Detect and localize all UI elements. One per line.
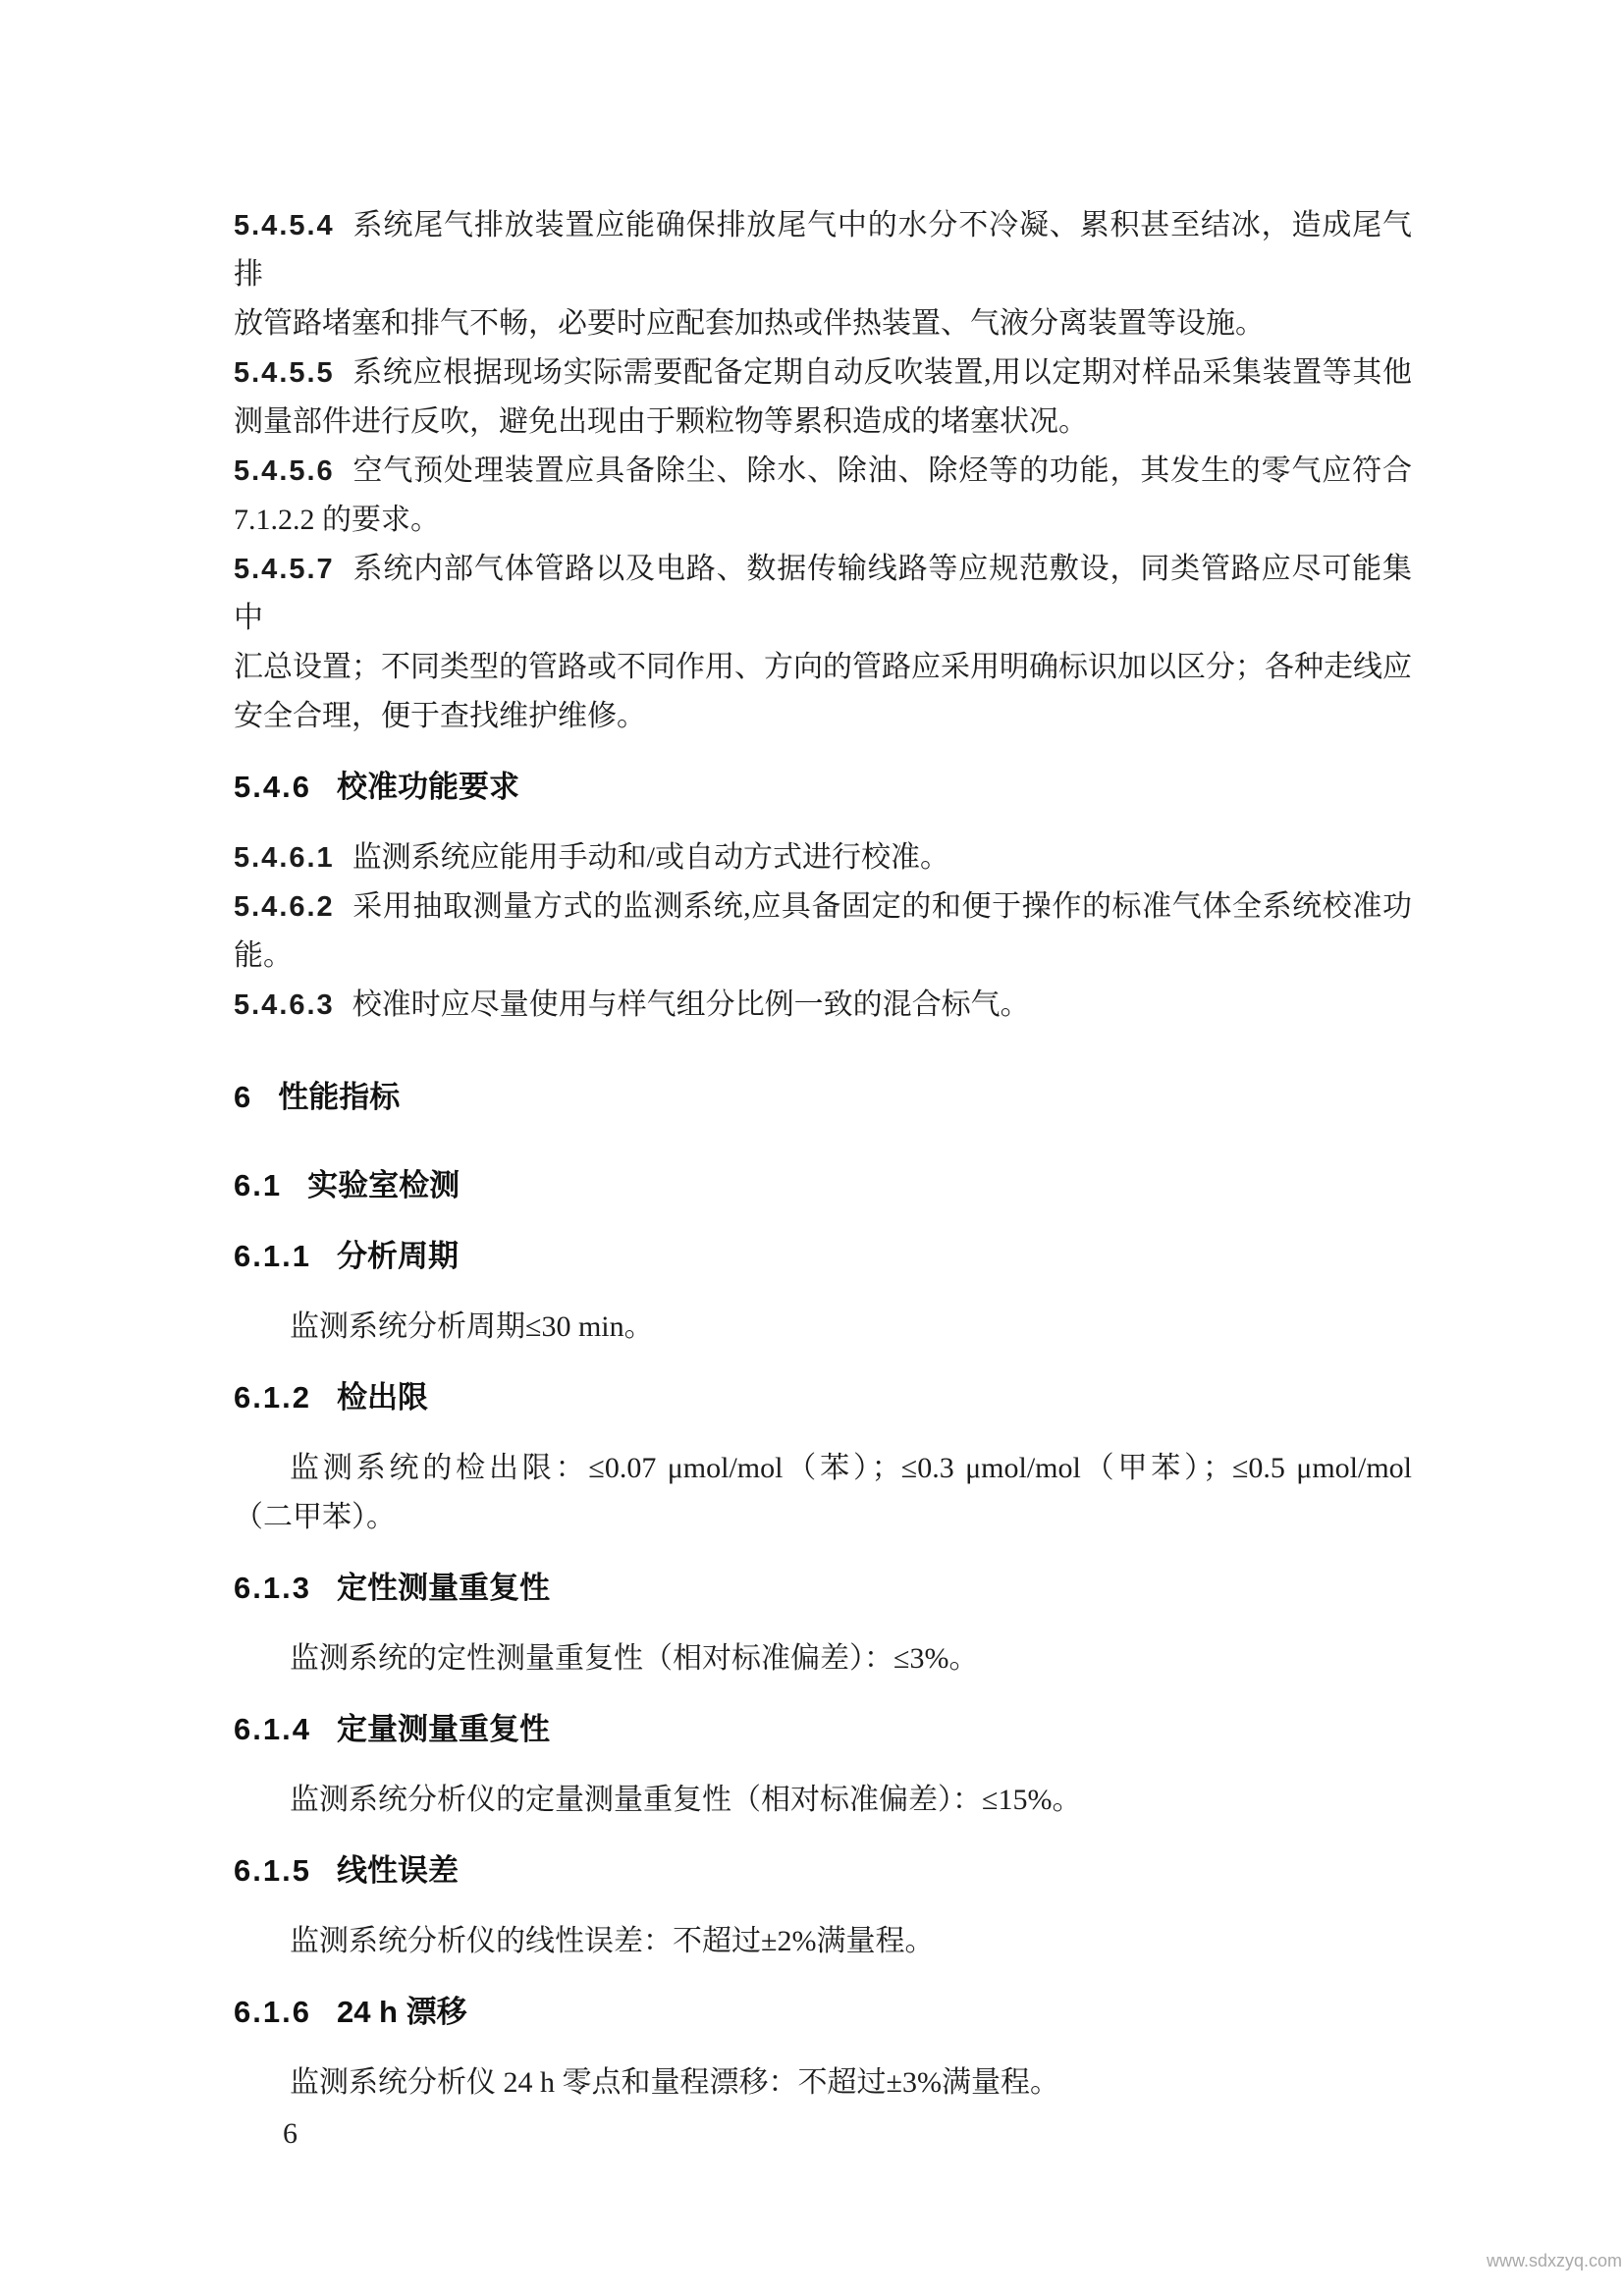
body-paragraph <box>234 1634 1412 1683</box>
body-paragraph <box>234 1917 1412 1966</box>
clause-paragraph-5455 <box>234 348 1412 447</box>
clause-number: 5.4.6.2 <box>234 891 335 923</box>
heading-text: 定量测量重复性 <box>336 1712 550 1746</box>
body-line: 监测系统的定性测量重复性（相对标准偏差）：≤3%。 <box>290 1642 979 1675</box>
body-line: 监测系统分析仪的定量测量重复性（相对标准偏差）：≤15%。 <box>290 1784 1082 1816</box>
section-heading-611 <box>234 1232 1412 1281</box>
clause-line <box>234 833 1412 882</box>
heading-number: 5.4.6 <box>234 770 311 804</box>
page-number: 6 <box>283 2117 298 2150</box>
body-paragraph <box>234 1776 1412 1825</box>
clause-text: 监测系统应能用手动和/或自动方式进行校准。 <box>352 841 950 874</box>
heading-text: 校准功能要求 <box>336 770 519 804</box>
clause-text: 采用抽取测量方式的监测系统,应具备固定的和便于操作的标准气体全系统校准功 <box>352 890 1412 923</box>
clause-text: 校准时应尽量使用与样气组分比例一致的混合标气。 <box>352 988 1030 1021</box>
heading-text: 性能指标 <box>278 1080 401 1114</box>
heading-number: 6.1.4 <box>234 1712 311 1746</box>
clause-paragraph-5457 <box>234 545 1412 741</box>
clause-paragraph-5462 <box>234 882 1412 981</box>
body-line: （二甲苯）。 <box>234 1501 396 1533</box>
clause-paragraph-5461 <box>234 833 1412 882</box>
clause-number: 5.4.5.7 <box>234 554 335 585</box>
section-heading-616 <box>234 1988 1412 2037</box>
section-heading-613 <box>234 1564 1412 1613</box>
clause-line <box>234 348 1412 398</box>
body-line: 监测系统分析仪的线性误差：不超过±2%满量程。 <box>290 1925 935 1957</box>
clause-line: 能。 <box>234 939 293 972</box>
clause-number: 5.4.6.1 <box>234 842 335 874</box>
clause-line: 7.1.2.2 的要求。 <box>234 504 440 536</box>
clause-text: 系统内部气体管路以及电路、数据传输线路等应规范敷设，同类管路应尽可能集中 <box>234 553 1412 634</box>
clause-number: 5.4.5.4 <box>234 210 335 241</box>
watermark-text: www.sdxzyq.com <box>1487 2251 1623 2270</box>
heading-text: 线性误差 <box>336 1853 459 1888</box>
page-body-text <box>234 201 1412 2108</box>
clause-text: 空气预处理装置应具备除尘、除水、除油、除烃等的功能，其发生的零气应符合 <box>352 454 1412 487</box>
clause-text: 系统应根据现场实际需要配备定期自动反吹装置,用以定期对样品采集装置等其他 <box>352 356 1412 389</box>
clause-number: 5.4.5.5 <box>234 357 335 389</box>
section-heading-612 <box>234 1373 1412 1422</box>
section-heading-61 <box>234 1161 1412 1210</box>
section-heading-6 <box>234 1073 1412 1122</box>
heading-text: 24 h 漂移 <box>336 1995 467 2029</box>
section-heading-614 <box>234 1705 1412 1754</box>
section-heading-615 <box>234 1846 1412 1896</box>
heading-text: 定性测量重复性 <box>336 1571 550 1605</box>
clause-line: 放管路堵塞和排气不畅，必要时应配套加热或伴热装置、气液分离装置等设施。 <box>234 307 1265 340</box>
heading-number: 6.1.5 <box>234 1853 311 1888</box>
heading-number: 6.1.3 <box>234 1571 311 1605</box>
heading-text: 实验室检测 <box>307 1168 460 1202</box>
heading-text: 分析周期 <box>336 1239 459 1273</box>
heading-number: 6.1.1 <box>234 1239 311 1273</box>
heading-number: 6 <box>234 1080 253 1114</box>
heading-number: 6.1 <box>234 1168 283 1202</box>
body-line: 监测系统的检出限：≤0.07 μmol/mol（苯）；≤0.3 μmol/mol（甲苯）；≤0.5 μmol/mol <box>290 1452 1412 1484</box>
heading-number: 6.1.2 <box>234 1380 311 1415</box>
clause-number: 5.4.6.3 <box>234 989 335 1021</box>
clause-line <box>234 981 1412 1030</box>
clause-line <box>234 447 1412 496</box>
body-paragraph <box>234 1444 1412 1542</box>
clause-paragraph-5463 <box>234 981 1412 1030</box>
clause-line <box>234 545 1412 643</box>
clause-line: 汇总设置；不同类型的管路或不同作用、方向的管路应采用明确标识加以区分；各种走线应 <box>234 651 1412 683</box>
body-paragraph <box>234 2058 1412 2108</box>
clause-text: 系统尾气排放装置应能确保排放尾气中的水分不冷凝、累积甚至结冰，造成尾气排 <box>234 209 1412 291</box>
clause-paragraph-5454 <box>234 201 1412 348</box>
clause-line <box>234 201 1412 299</box>
heading-number: 6.1.6 <box>234 1995 311 2029</box>
clause-paragraph-5456 <box>234 447 1412 545</box>
clause-line: 安全合理，便于查找维护维修。 <box>234 700 646 732</box>
heading-text: 检出限 <box>336 1380 428 1415</box>
clause-line: 测量部件进行反吹，避免出现由于颗粒物等累积造成的堵塞状况。 <box>234 405 1088 438</box>
section-heading-546 <box>234 763 1412 812</box>
clause-line <box>234 882 1412 932</box>
body-line: 监测系统分析周期≤30 min。 <box>290 1310 654 1343</box>
clause-number: 5.4.5.6 <box>234 455 335 487</box>
body-line: 监测系统分析仪 24 h 零点和量程漂移：不超过±3%满量程。 <box>290 2066 1059 2099</box>
body-paragraph <box>234 1303 1412 1352</box>
